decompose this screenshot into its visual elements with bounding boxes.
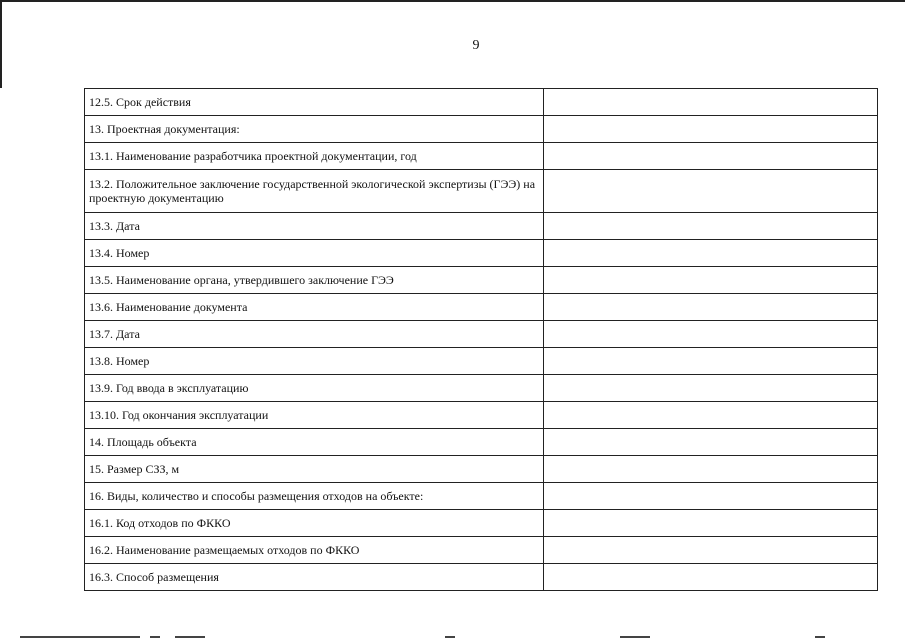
row-value[interactable]	[544, 456, 878, 483]
row-label: 16.2. Наименование размещаемых отходов по ФККО	[85, 537, 544, 564]
row-label: 13.6. Наименование документа	[85, 294, 544, 321]
row-label: 13.7. Дата	[85, 321, 544, 348]
scan-edge-mark	[815, 636, 825, 638]
table-row	[85, 348, 878, 375]
row-value[interactable]	[544, 89, 878, 116]
row-label: 13. Проектная документация:	[85, 116, 544, 143]
table-row	[85, 483, 878, 510]
row-label: 13.8. Номер	[85, 348, 544, 375]
form-table	[84, 88, 878, 591]
row-label: 13.2. Положительное заключение государственной экологической экспертизы (ГЭЭ) на проектную документацию	[85, 170, 544, 213]
row-value[interactable]	[544, 116, 878, 143]
row-value[interactable]	[544, 564, 878, 591]
table-row	[85, 375, 878, 402]
top-border-line	[0, 0, 905, 2]
table-row	[85, 213, 878, 240]
row-label: 13.4. Номер	[85, 240, 544, 267]
table-row	[85, 429, 878, 456]
table-row	[85, 143, 878, 170]
row-value[interactable]	[544, 429, 878, 456]
row-label: 16.1. Код отходов по ФККО	[85, 510, 544, 537]
table-row	[85, 294, 878, 321]
table-row	[85, 321, 878, 348]
row-label: 13.9. Год ввода в эксплуатацию	[85, 375, 544, 402]
scan-edge-mark	[620, 636, 650, 638]
row-value[interactable]	[544, 402, 878, 429]
row-value[interactable]	[544, 170, 878, 213]
table-row	[85, 510, 878, 537]
row-label: 16. Виды, количество и способы размещения отходов на объекте:	[85, 483, 544, 510]
row-label: 12.5. Срок действия	[85, 89, 544, 116]
table-row	[85, 537, 878, 564]
row-label: 13.5. Наименование органа, утвердившего заключение ГЭЭ	[85, 267, 544, 294]
row-label: 16.3. Способ размещения	[85, 564, 544, 591]
table-row	[85, 240, 878, 267]
table-row	[85, 402, 878, 429]
table-row	[85, 564, 878, 591]
scan-edge-mark	[175, 636, 205, 638]
row-value[interactable]	[544, 240, 878, 267]
scan-edge-mark	[150, 636, 160, 638]
table-row	[85, 116, 878, 143]
row-label: 13.3. Дата	[85, 213, 544, 240]
row-value[interactable]	[544, 375, 878, 402]
table-row	[85, 267, 878, 294]
page-number: 9	[472, 38, 480, 53]
row-value[interactable]	[544, 143, 878, 170]
scan-edge-mark	[20, 636, 140, 638]
row-value[interactable]	[544, 348, 878, 375]
row-value[interactable]	[544, 321, 878, 348]
bottom-edge-marks	[0, 636, 905, 638]
row-value[interactable]	[544, 510, 878, 537]
table-row	[85, 456, 878, 483]
row-value[interactable]	[544, 267, 878, 294]
row-label: 13.10. Год окончания эксплуатации	[85, 402, 544, 429]
scan-edge-mark	[445, 636, 455, 638]
row-value[interactable]	[544, 483, 878, 510]
row-label: 13.1. Наименование разработчика проектной документации, год	[85, 143, 544, 170]
row-label: 14. Площадь объекта	[85, 429, 544, 456]
row-value[interactable]	[544, 213, 878, 240]
table-row	[85, 170, 878, 213]
row-value[interactable]	[544, 294, 878, 321]
table-row	[85, 89, 878, 116]
row-label: 15. Размер СЗЗ, м	[85, 456, 544, 483]
row-value[interactable]	[544, 537, 878, 564]
